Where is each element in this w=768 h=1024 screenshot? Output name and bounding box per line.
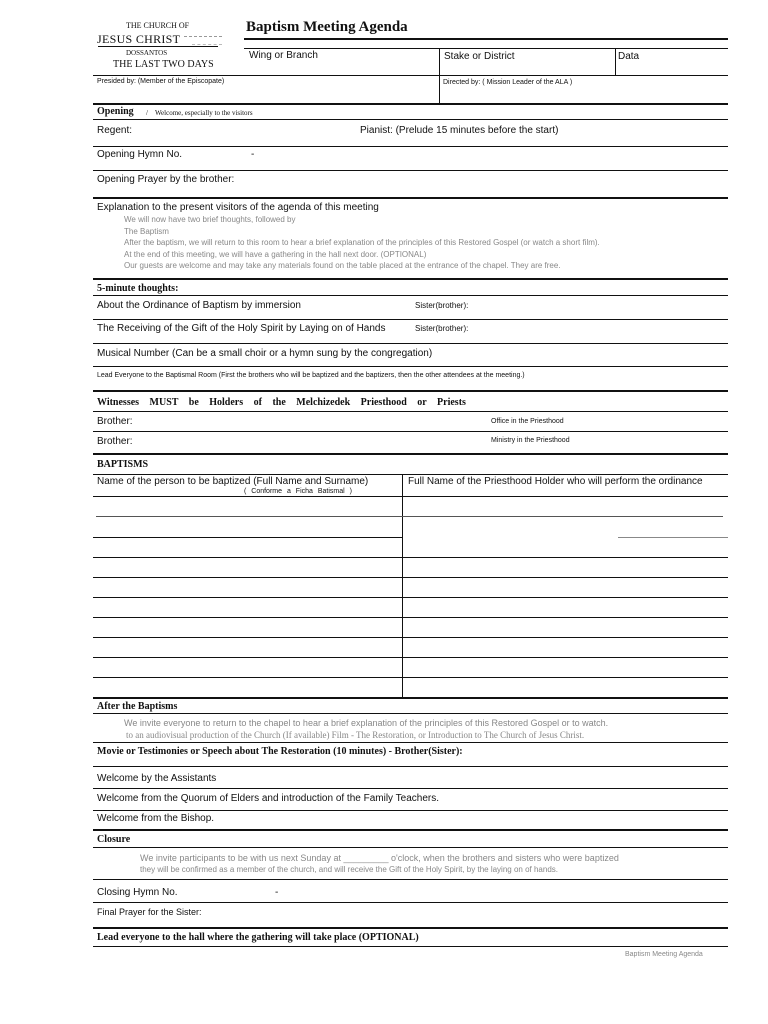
field-wing-branch[interactable]: Wing or Branch [249,50,318,61]
baptisms-row-line-extra [618,537,728,538]
baptisms-row-line [93,577,728,578]
rule-witness-1 [93,431,728,432]
logo-line-3: DOSSANTOS [126,49,168,57]
rule-thought-2 [93,343,728,344]
baptisms-row-line [93,557,728,558]
church-logo [96,20,228,72]
page-title: Baptism Meeting Agenda [246,19,408,35]
baptisms-row-line [93,677,728,678]
rule-baptisms-bottom [93,697,728,699]
closing-hymn-dash: - [275,887,279,898]
opening-note: Welcome, especially to the visitors [155,109,253,117]
baptisms-column-divider [402,474,403,698]
field-thought-baptism[interactable]: About the Ordinance of Baptism by immersion [97,300,301,311]
baptisms-col-holder-header: Full Name of the Priesthood Holder who will perform the ordinance [408,476,703,487]
welcome-bishop: Welcome from the Bishop. [97,813,215,824]
opening-hymn-dash: - [251,149,255,160]
rule-witnesses-bottom [93,453,728,455]
explanation-line-4: At the end of this meeting, we will have a gathering in the hall next door. (OPTIONAL) [124,250,427,259]
baptisms-row-line [93,637,728,638]
rule-after-title [93,713,728,714]
field-thought-holy-spirit[interactable]: The Receiving of the Gift of the Holy Spirit by Laying on of Hands [97,323,386,334]
field-thought-holy-spirit-speaker[interactable]: Sister(brother): [415,324,469,333]
opening-title: Opening [97,106,134,117]
explanation-line-1: We will now have two brief thoughts, followed by [124,215,296,224]
title-rule [244,38,728,40]
rule-thoughts-bottom [93,390,728,392]
baptisms-row-line [93,617,728,618]
after-title: After the Baptisms [97,701,178,712]
rule-final [93,946,728,947]
header-divider-2 [615,48,616,76]
logo-line-1: THE CHURCH OF [126,21,190,30]
explanation-title: Explanation to the present visitors of the agenda of this meeting [97,202,379,213]
field-presided-by[interactable]: Presided by: (Member of the Episcopate) [97,78,225,85]
baptisms-row-line [93,496,728,497]
welcome-quorum: Welcome from the Quorum of Elders and introduction of the Family Teachers. [97,793,440,804]
field-regent[interactable]: Regent: [97,125,133,136]
rule-opening-bottom [93,197,728,199]
rule-explanation-bottom [93,278,728,280]
footer-label: Baptism Meeting Agenda [625,951,703,958]
rule-opening-title [93,119,728,120]
field-movie-testimonies[interactable]: Movie or Testimonies or Speech about The Restoration (10 minutes) - Brother(Sister): [97,746,463,757]
baptisms-row-line [93,657,728,658]
field-final-prayer[interactable]: Final Prayer for the Sister: [97,907,202,917]
logo-dashes-lower [192,44,222,45]
witnesses-title: Witnesses MUST be Holders of the Melchizedek Priesthood or Priests [97,397,466,408]
lead-to-hall: Lead everyone to the hall where the gathering will take place (OPTIONAL) [97,932,419,943]
logo-underline [98,46,218,47]
baptisms-col-name-subheader: ( Conforme a Ficha Batismal ) [244,488,352,495]
rule-movie [93,766,728,767]
rule-musical [93,366,728,367]
rule-thought-1 [93,319,728,320]
after-line-2: to an audiovisual production of the Church (If available) Film - The Restoration, or Introduction to The Church of Jesus Christ. [126,730,585,740]
field-opening-hymn[interactable]: Opening Hymn No. [97,149,183,160]
rule-closure-bottom [93,927,728,929]
rule-regent [93,146,728,147]
field-witness-brother-1[interactable]: Brother: [97,416,133,427]
baptisms-row-line [93,597,728,598]
field-witness-ministry[interactable]: Ministry in the Priesthood [491,437,570,444]
explanation-line-5: Our guests are welcome and may take any materials found on the table placed at the entrance of the chapel. They are free. [124,261,561,270]
rule-thoughts-title [93,295,728,296]
rule-welcome-2 [93,810,728,811]
field-musical-number[interactable]: Musical Number (Can be a small choir or a hymn sung by the congregation) [97,348,433,359]
after-line-1: We invite everyone to return to the chapel to hear a brief explanation of the principles of this Restored Gospel or to watch. [124,718,609,728]
welcome-assistants: Welcome by the Assistants [97,773,217,784]
logo-line-4: THE LAST TWO DAYS [113,59,214,70]
opening-slash: / [146,109,148,117]
rule-baptisms-title [93,474,728,475]
field-witness-brother-2[interactable]: Brother: [97,436,133,447]
lead-to-baptismal-room: Lead Everyone to the Baptismal Room (First the brothers who will be baptized and the baptizers, then the other attendees at the meeting.) [97,372,525,379]
field-witness-office[interactable]: Office in the Priesthood [491,418,564,425]
rule-closing-hymn [93,902,728,903]
field-directed-by[interactable]: Directed by: ( Mission Leader of the ALA ) [443,79,573,86]
field-thought-baptism-speaker[interactable]: Sister(brother): [415,301,469,310]
field-pianist[interactable]: Pianist: (Prelude 15 minutes before the start) [360,125,559,136]
header-rule-2 [93,75,728,76]
logo-dashes [184,36,222,37]
field-data[interactable]: Data [618,51,640,62]
rule-after-lines [93,742,728,743]
closure-line-1: We invite participants to be with us next Sunday at _________ o'clock, when the brothers and sisters who were baptized [140,853,619,863]
closure-line-2: they will be confirmed as a member of the church, and will receive the Gift of the Holy Spirit, by the laying on of hands. [140,865,558,874]
rule-welcome-1 [93,788,728,789]
baptisms-row-line-extra [96,516,723,517]
field-stake-district[interactable]: Stake or District [444,51,515,62]
rule-opening-hymn [93,170,728,171]
explanation-line-3: After the baptism, we will return to this room to hear a brief explanation of the principles of this Restored Gospel (or watch a short film). [124,238,600,247]
rule-witnesses-title [93,411,728,412]
thoughts-title: 5-minute thoughts: [97,283,179,294]
logo-line-2: JESUS CHRIST [97,32,181,46]
baptisms-col-name-header: Name of the person to be baptized (Full Name and Surname) [97,476,369,487]
field-closing-hymn[interactable]: Closing Hymn No. [97,887,178,898]
rule-closure-lines [93,879,728,880]
baptisms-title: BAPTISMS [97,459,149,470]
header-rule-1 [244,48,728,49]
rule-after-bottom [93,829,728,831]
field-opening-prayer[interactable]: Opening Prayer by the brother: [97,174,235,185]
rule-opening-top [93,103,728,105]
explanation-line-2: The Baptism [124,227,169,236]
baptisms-row-line [93,537,402,538]
closure-title: Closure [97,834,131,845]
rule-closure-title [93,847,728,848]
